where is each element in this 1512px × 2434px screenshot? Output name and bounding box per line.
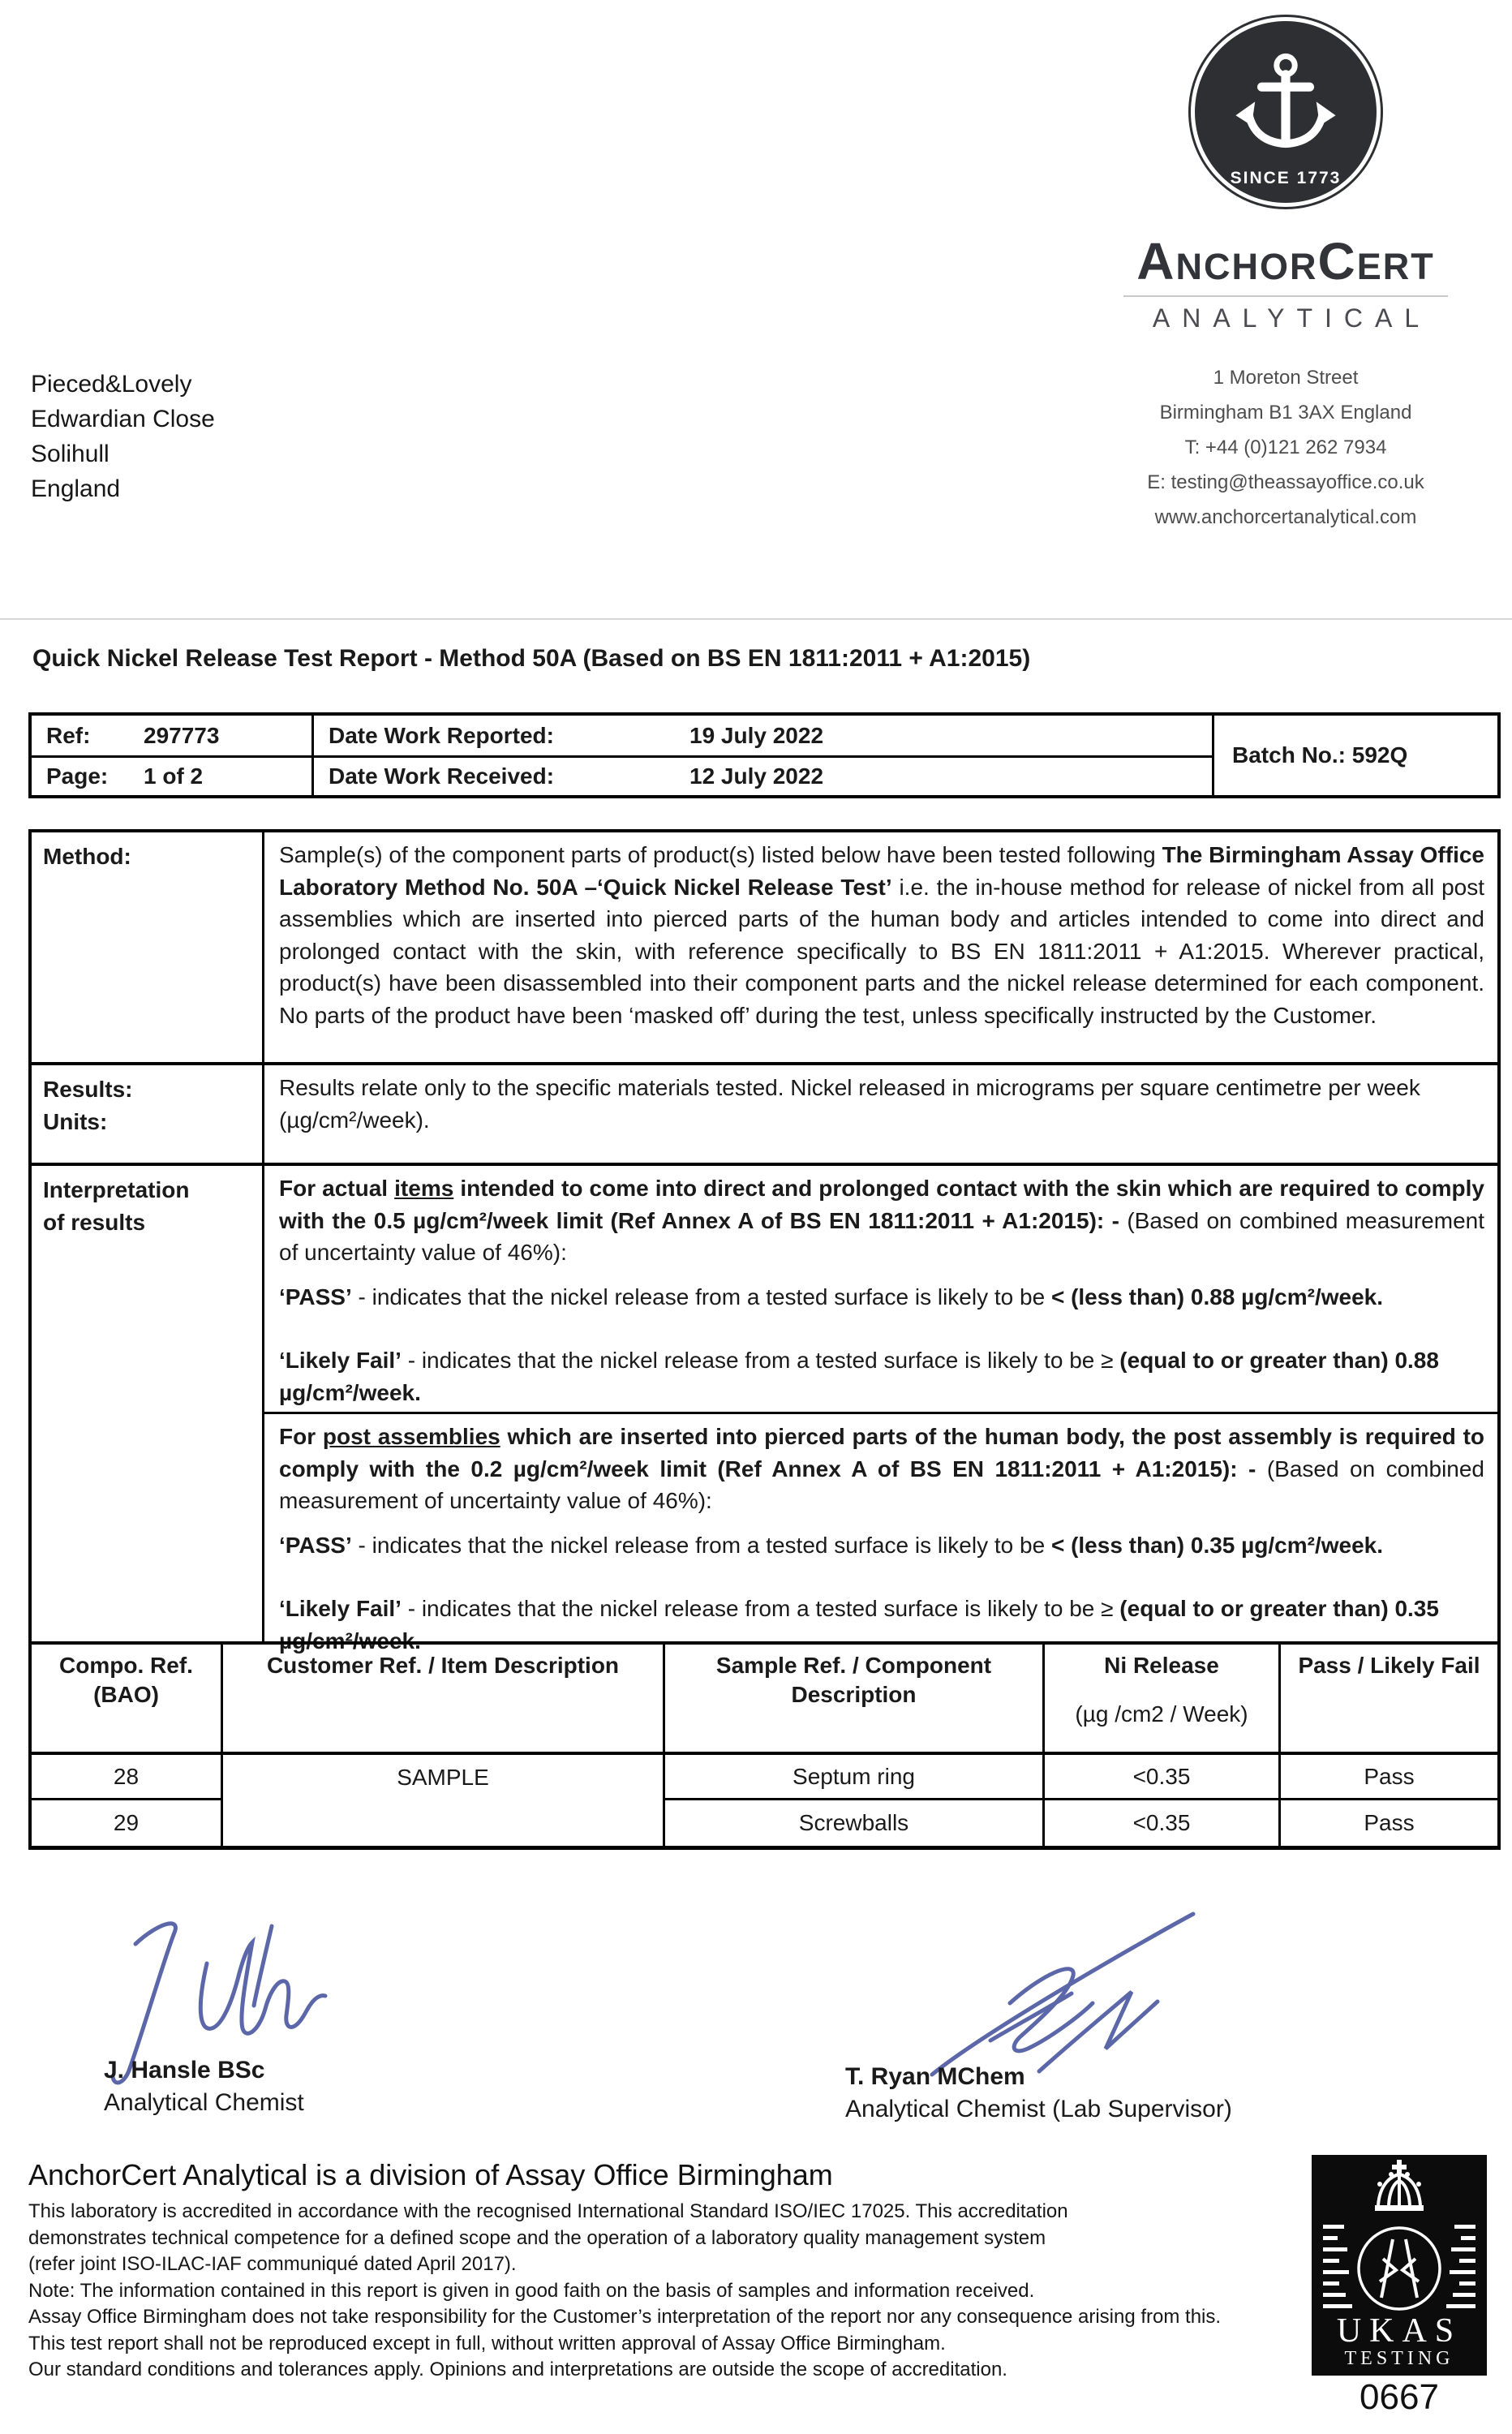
- logo-since-text: SINCE 1773: [1230, 169, 1342, 187]
- col-header-pass-fail: Pass / Likely Fail: [1278, 1645, 1497, 1755]
- address-line: Solihull: [31, 441, 110, 467]
- smallprint-line: This test report shall not be reproduced except in full, without written approval of Assay Office Birmingham.: [28, 2332, 946, 2354]
- date-reported-label: Date Work Reported:: [329, 722, 554, 748]
- col-header-sample-ref: Sample Ref. / Component Description: [663, 1645, 1042, 1755]
- interpretation-label: Interpretation of results: [32, 1163, 264, 1641]
- table-row-cell-component: Septum ring: [663, 1755, 1042, 1800]
- signatory-role: Analytical Chemist (Lab Supervisor): [845, 2096, 1232, 2122]
- date-received-value: 12 July 2022: [689, 763, 824, 789]
- ref-label: Ref:: [46, 722, 91, 748]
- col-header-ni-release: Ni Release (µg /cm2 / Week): [1042, 1645, 1278, 1755]
- items-pass-definition: ‘PASS’ - indicates that the nickel release from a tested surface is likely to be < (less than) 0.88 µg/cm²/week.: [279, 1284, 1384, 1309]
- page-value: 1 of 2: [144, 763, 204, 789]
- table-row-cell-result: Pass: [1278, 1755, 1497, 1800]
- ukas-testing-label: TESTING: [1344, 2348, 1454, 2369]
- smallprint-line: (refer joint ISO-ILAC-IAF communiqué dated April 2017).: [28, 2253, 517, 2275]
- ref-value: 297773: [144, 722, 220, 748]
- batch-number: Batch No.: 592Q: [1212, 716, 1497, 795]
- contact-website: www.anchorcertanalytical.com: [1154, 506, 1417, 528]
- col-header-customer-ref: Customer Ref. / Item Description: [221, 1645, 663, 1755]
- smallprint-line: Note: The information contained in this report is given in good faith on the basis of samples and information received.: [28, 2279, 1035, 2302]
- brand-name: AnchorCert: [1136, 232, 1435, 290]
- anchorcert-logo: [1107, 15, 1464, 333]
- lab-contact-details: [1107, 360, 1464, 535]
- division-statement: AnchorCert Analytical is a division of Assay Office Birmingham: [28, 2158, 833, 2191]
- reference-table: [28, 712, 1501, 798]
- date-reported-cell: [311, 716, 1212, 755]
- ref-cell: [32, 716, 311, 755]
- results-data-table: [28, 1641, 1501, 1850]
- results-units-text: Results relate only to the specific materials tested. Nickel released in micrograms per square centimetre per week (µg/cm²/week).: [264, 1062, 1497, 1163]
- signatory-role: Analytical Chemist: [104, 2089, 304, 2116]
- signatory-name: J. Hansle BSc: [104, 2057, 265, 2084]
- customer-address: [31, 367, 215, 506]
- items-fail-definition: ‘Likely Fail’ - indicates that the nickel release from a tested surface is likely to be ≥ (equal to or greater than) 0.88 µg/cm²/week.: [279, 1348, 1439, 1405]
- ukas-label: UKAS: [1336, 2312, 1463, 2350]
- smallprint-line: This laboratory is accredited in accordance with the recognised International Standard ISO/IEC 17025. This accreditation: [28, 2200, 1068, 2222]
- table-row-cell-compo: 29: [113, 1810, 140, 1835]
- brand-division: ANALYTICAL: [1152, 303, 1432, 333]
- brand-divider: [1123, 295, 1448, 297]
- table-row-cell-compo: 28: [32, 1755, 221, 1800]
- interpretation-items-block: [264, 1163, 1497, 1412]
- contact-phone: T: +44 (0)121 262 7934: [1184, 436, 1387, 458]
- date-received-label: Date Work Received:: [329, 763, 555, 789]
- header-divider: [0, 618, 1512, 620]
- accreditation-smallprint: [28, 2199, 1221, 2384]
- signatory-right: [845, 2061, 1232, 2126]
- ukas-testing-mark: [1312, 2155, 1487, 2380]
- address-line: Edwardian Close: [31, 406, 215, 432]
- signatory-name: T. Ryan MChem: [845, 2063, 1025, 2090]
- page-cell: [32, 755, 311, 795]
- address-line: England: [31, 475, 121, 502]
- table-cell-customer-sample: SAMPLE: [221, 1755, 663, 1846]
- posts-pass-definition: ‘PASS’ - indicates that the nickel release from a tested surface is likely to be < (less than) 0.35 µg/cm²/week.: [279, 1532, 1384, 1558]
- interpretation-posts-block: [264, 1412, 1497, 1653]
- ukas-logo-icon: [1312, 2155, 1487, 2376]
- report-title: Quick Nickel Release Test Report - Method 50A (Based on BS EN 1811:2011 + A1:2015): [32, 645, 1031, 672]
- contact-street: 1 Moreton Street: [1213, 367, 1359, 389]
- results-units-label: Results: Units:: [32, 1062, 264, 1163]
- smallprint-line: Assay Office Birmingham does not take responsibility for the Customer’s interpretation of the report nor any consequence arising from this.: [28, 2306, 1222, 2328]
- address-line: Pieced&Lovely: [31, 371, 192, 398]
- date-received-cell: [311, 755, 1212, 795]
- anchor-icon: [1229, 49, 1342, 163]
- signatory-left: [104, 2054, 304, 2119]
- table-row-cell-ni: <0.35: [1042, 1800, 1278, 1846]
- posts-limit-text: For post assemblies which are inserted into pierced parts of the human body, the post assembly is required to comply with the 0.2 µg/cm²/week limit (Ref Annex A of BS EN 1811:2011 + A1:2015): - (Based on combined measurement of uncertainty value of 46%):: [279, 1424, 1485, 1513]
- items-limit-text: For actual items intended to come into direct and prolonged contact with the skin which are required to comply with the 0.5 µg/cm²/week limit (Ref Annex A of BS EN 1811:2011 + A1:2015): - (Based on combined measurement of uncertainty value of 46%):: [279, 1176, 1485, 1265]
- posts-fail-definition: ‘Likely Fail’ - indicates that the nickel release from a tested surface is likely to be ≥ (equal to or greater than) 0.35 µg/cm²/week.: [279, 1596, 1439, 1653]
- contact-email: E: testing@theassayoffice.co.uk: [1147, 471, 1424, 493]
- date-reported-value: 19 July 2022: [689, 722, 824, 748]
- contact-city: Birmingham B1 3AX England: [1159, 402, 1412, 424]
- table-row-cell-component: Screwballs: [663, 1800, 1042, 1846]
- table-row-cell-ni: <0.35: [1042, 1755, 1278, 1800]
- table-row-cell-result: Pass: [1278, 1800, 1497, 1846]
- ukas-accreditation-number: 0667: [1360, 2377, 1439, 2417]
- smallprint-line: Our standard conditions and tolerances apply. Opinions and interpretations are outside the scope of accreditation.: [28, 2359, 1007, 2380]
- page-label: Page:: [46, 763, 109, 789]
- method-text: Sample(s) of the component parts of product(s) listed below have been tested following The Birmingham Assay Office Laboratory Method No. 50A –‘Quick Nickel Release Test’ i.e. the in-house method for release of nickel from all post assemblies which are inserted into pierced parts of the human body and articles intended to come into direct and prolonged contact with the skin, with reference specifically to BS EN 1811:2011 + A1:2015. Wherever practical, product(s) have been disassembled into their component parts and the nickel release determined for each component. No parts of the product have been ‘masked off’ during the test, unless specifically instructed by the Customer.: [279, 842, 1485, 1028]
- smallprint-line: demonstrates technical competence for a defined scope and the operation of a laboratory quality management system: [28, 2226, 1046, 2249]
- col-header-compo-ref: Compo. Ref. (BAO): [32, 1645, 221, 1755]
- method-results-table: [28, 829, 1501, 1653]
- anchor-emblem: [1188, 15, 1383, 209]
- method-label: Method:: [32, 832, 264, 1062]
